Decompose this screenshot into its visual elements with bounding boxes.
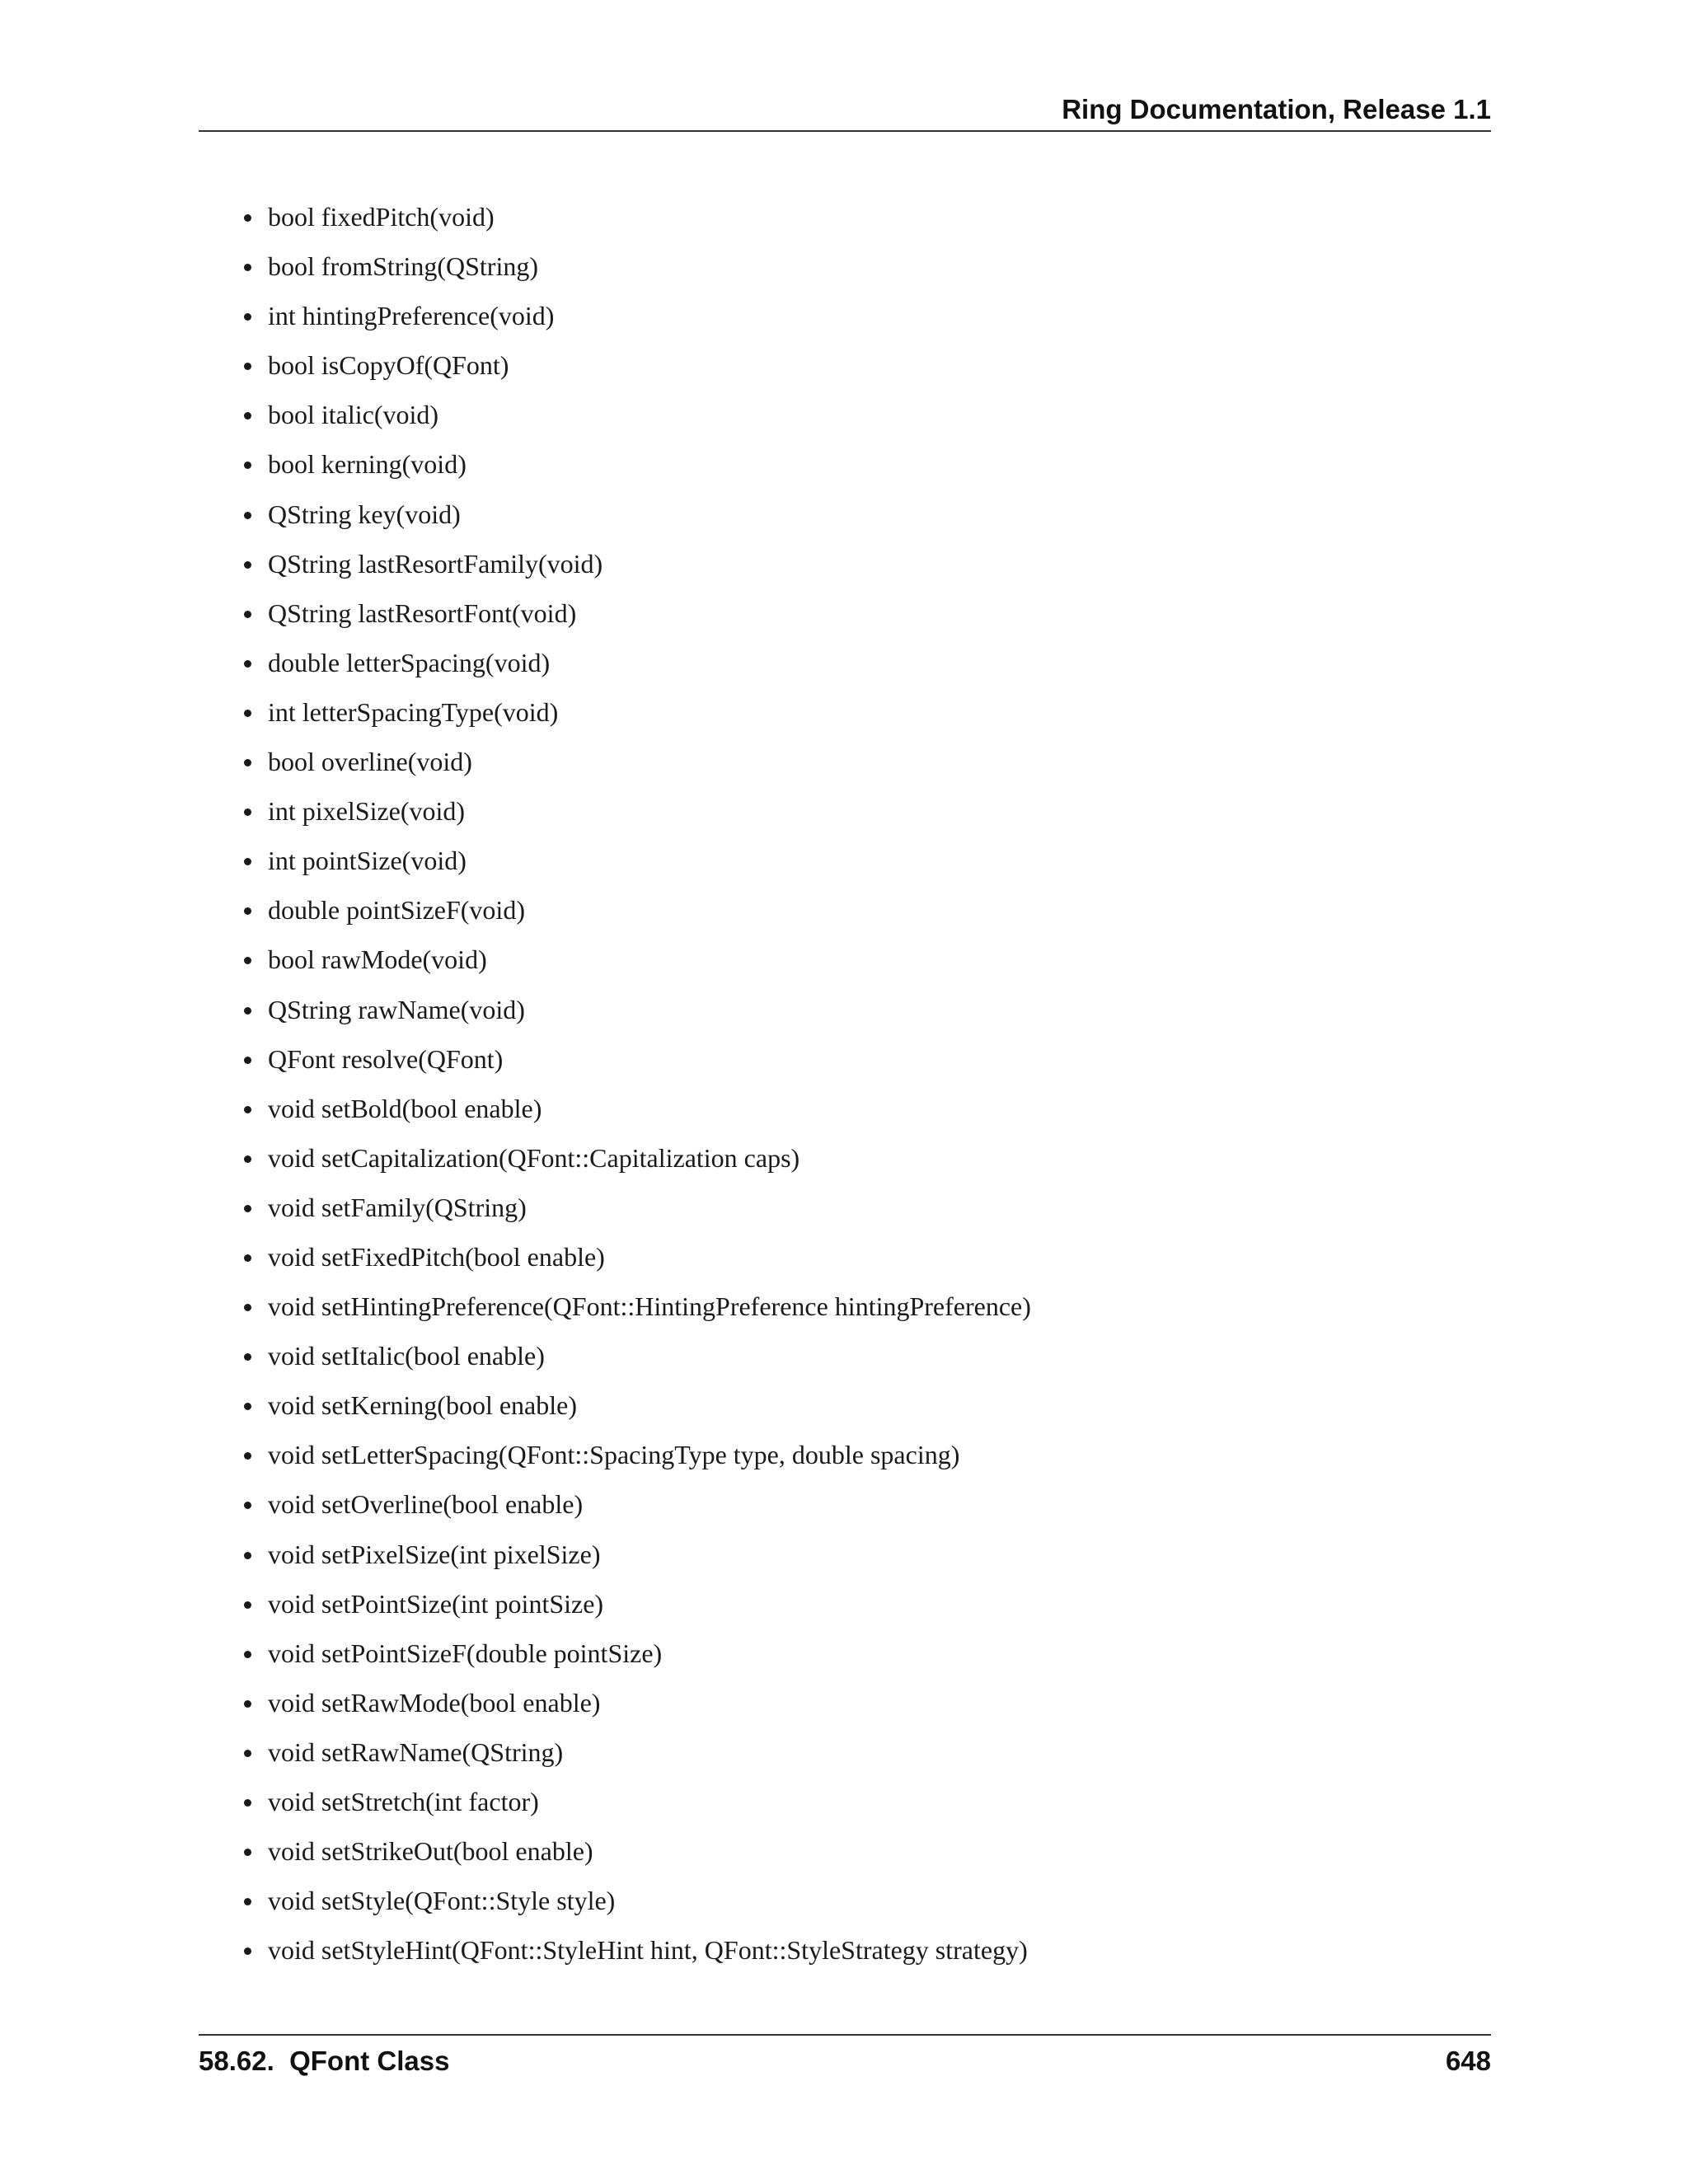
bullet-icon xyxy=(244,1651,251,1658)
bullet-icon xyxy=(244,1057,251,1064)
method-signature: QString lastResortFamily(void) xyxy=(268,548,603,579)
bullet-icon xyxy=(244,1254,251,1262)
list-item xyxy=(241,790,1031,839)
list-item xyxy=(241,542,1031,592)
bullet-icon xyxy=(244,1799,251,1807)
bullet-icon xyxy=(244,611,251,618)
method-signature: void setKerning(bool enable) xyxy=(268,1390,577,1421)
method-signature: bool isCopyOf(QFont) xyxy=(268,350,509,381)
method-signature: int letterSpacingType(void) xyxy=(268,696,559,727)
bullet-icon xyxy=(244,363,251,370)
bullet-icon xyxy=(244,462,251,469)
bullet-icon xyxy=(244,1502,251,1509)
method-signature: bool kerning(void) xyxy=(268,449,467,480)
bullet-icon xyxy=(244,412,251,419)
method-signature: int hintingPreference(void) xyxy=(268,301,555,331)
bullet-icon xyxy=(244,858,251,865)
list-item xyxy=(241,1681,1031,1731)
list-item xyxy=(241,195,1031,245)
method-signature: void setPointSizeF(double pointSize) xyxy=(268,1638,663,1668)
bullet-icon xyxy=(244,1849,251,1856)
method-signature: void setStretch(int factor) xyxy=(268,1787,539,1816)
method-signature: void setStrikeOut(bool enable) xyxy=(268,1836,593,1867)
bullet-icon xyxy=(244,808,251,816)
method-signature: void setStyle(QFont::Style style) xyxy=(268,1886,616,1916)
list-item xyxy=(241,344,1031,393)
document-title: Ring Documentation, Release 1.1 xyxy=(1062,94,1491,124)
method-signature: bool fromString(QString) xyxy=(268,251,538,282)
list-item xyxy=(241,1038,1031,1087)
bullet-icon xyxy=(244,1403,251,1410)
method-signature: void setFixedPitch(bool enable) xyxy=(268,1241,605,1272)
bullet-icon xyxy=(244,1700,251,1708)
bullet-icon xyxy=(244,313,251,321)
list-item xyxy=(241,1830,1031,1879)
list-item xyxy=(241,592,1031,641)
bullet-icon xyxy=(244,214,251,222)
list-item xyxy=(241,839,1031,888)
list-item xyxy=(241,245,1031,294)
list-item xyxy=(241,938,1031,987)
bullet-icon xyxy=(244,660,251,668)
bullet-icon xyxy=(244,1304,251,1311)
bullet-icon xyxy=(244,1205,251,1212)
method-signature: void setPixelSize(int pixelSize) xyxy=(268,1539,601,1569)
list-item xyxy=(241,1582,1031,1632)
list-item xyxy=(241,1235,1031,1285)
list-item xyxy=(241,493,1031,542)
method-signature: void setLetterSpacing(QFont::SpacingType type, double spacing) xyxy=(268,1440,960,1470)
method-signature: void setPointSize(int pointSize) xyxy=(268,1588,604,1619)
list-item xyxy=(241,1929,1031,1978)
method-list xyxy=(241,195,1031,1978)
list-item xyxy=(241,1334,1031,1384)
list-item xyxy=(241,1533,1031,1582)
bullet-icon xyxy=(244,1750,251,1757)
method-signature: int pointSize(void) xyxy=(268,846,467,876)
method-signature: void setItalic(bool enable) xyxy=(268,1341,545,1371)
list-item xyxy=(241,443,1031,492)
method-signature: bool italic(void) xyxy=(268,400,439,430)
method-signature: QString key(void) xyxy=(268,499,461,529)
list-item xyxy=(241,988,1031,1038)
page-footer xyxy=(199,2034,1491,2085)
list-item xyxy=(241,1285,1031,1334)
list-item xyxy=(241,1483,1031,1532)
bullet-icon xyxy=(244,1947,251,1955)
list-item xyxy=(241,1087,1031,1137)
bullet-icon xyxy=(244,512,251,519)
bullet-icon xyxy=(244,1552,251,1559)
bullet-icon xyxy=(244,1155,251,1163)
list-item xyxy=(241,1186,1031,1235)
page-header xyxy=(199,89,1491,132)
bullet-icon xyxy=(244,1898,251,1905)
list-item xyxy=(241,1780,1031,1830)
method-signature: void setRawName(QString) xyxy=(268,1736,564,1767)
method-signature: void setFamily(QString) xyxy=(268,1192,527,1222)
method-signature: void setBold(bool enable) xyxy=(268,1093,542,1123)
method-signature: QString lastResortFont(void) xyxy=(268,598,577,628)
list-item xyxy=(241,888,1031,938)
bullet-icon xyxy=(244,1007,251,1015)
bullet-icon xyxy=(244,561,251,569)
method-signature: double pointSizeF(void) xyxy=(268,895,525,926)
list-item xyxy=(241,691,1031,740)
bullet-icon xyxy=(244,1106,251,1113)
page-number: 648 xyxy=(1445,2046,1491,2076)
list-item xyxy=(241,1879,1031,1929)
bullet-icon xyxy=(244,264,251,271)
list-item xyxy=(241,1632,1031,1681)
list-item xyxy=(241,1384,1031,1433)
method-signature: QFont resolve(QFont) xyxy=(268,1043,504,1074)
method-signature: void setRawMode(bool enable) xyxy=(268,1687,601,1718)
list-item xyxy=(241,294,1031,344)
bullet-icon xyxy=(244,710,251,717)
list-item xyxy=(241,1137,1031,1186)
bullet-icon xyxy=(244,1601,251,1609)
method-signature: bool rawMode(void) xyxy=(268,944,487,975)
method-signature: double letterSpacing(void) xyxy=(268,647,551,677)
method-signature: bool overline(void) xyxy=(268,747,472,777)
method-signature: void setHintingPreference(QFont::HintingPreference hintingPreference) xyxy=(268,1291,1031,1322)
method-signature: bool fixedPitch(void) xyxy=(268,202,495,232)
bullet-icon xyxy=(244,1452,251,1460)
method-signature: void setOverline(bool enable) xyxy=(268,1489,584,1520)
list-item xyxy=(241,740,1031,790)
method-signature: void setStyleHint(QFont::StyleHint hint, QFont::StyleStrategy strategy) xyxy=(268,1935,1028,1966)
list-item xyxy=(241,1433,1031,1483)
list-item xyxy=(241,1731,1031,1780)
method-signature: int pixelSize(void) xyxy=(268,796,466,827)
section-title: 58.62. QFont Class xyxy=(199,2046,450,2076)
bullet-icon xyxy=(244,907,251,915)
list-item xyxy=(241,641,1031,691)
bullet-icon xyxy=(244,957,251,964)
method-signature: QString rawName(void) xyxy=(268,994,525,1024)
list-item xyxy=(241,393,1031,443)
bullet-icon xyxy=(244,759,251,766)
method-signature: void setCapitalization(QFont::Capitalization caps) xyxy=(268,1142,800,1173)
bullet-icon xyxy=(244,1353,251,1361)
